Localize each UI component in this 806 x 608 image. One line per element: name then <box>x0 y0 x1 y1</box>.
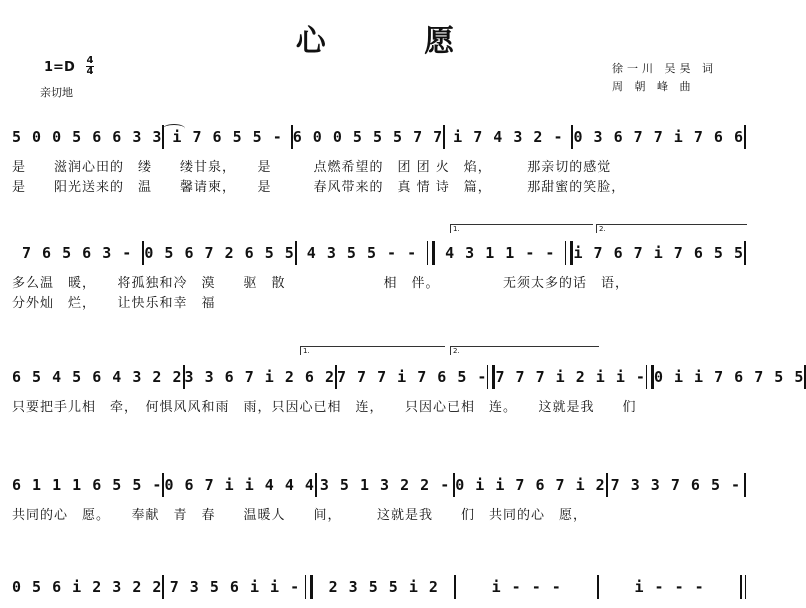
lyrics-verse-2: 是 阳光送来的 温 馨请柬， 是 春风带来的 真 情 诗 篇， 那甜蜜的笑脸， <box>12 180 626 195</box>
key-signature: 1=D <box>44 60 75 75</box>
measure: i 7 6 7 i 7 6 5 5 <box>573 244 744 262</box>
measure: 7 3 3 7 6 5 - <box>610 476 742 494</box>
measure: 0 i i 7 6 7 i 2 <box>455 476 606 494</box>
measure: 7 3 5 6 i i - <box>169 578 301 596</box>
score-line-1 <box>0 124 750 234</box>
measure: 2 3 5 5 i 2 <box>328 578 439 596</box>
lyricist-credit: 徐一川 吴昊 词 <box>612 62 717 75</box>
measure: 4 3 5 5 - - <box>306 244 418 262</box>
measure: 7 6 5 6 3 - <box>21 244 133 262</box>
score-line-4 <box>0 466 750 576</box>
time-sig-bottom: 4 <box>86 66 94 77</box>
measure: 4 3 1 1 - - <box>445 244 556 262</box>
measure: i - - - <box>634 578 705 596</box>
measure: i - - - <box>491 578 562 596</box>
volta-1: 1. <box>450 224 593 233</box>
time-sig-top: 4 <box>86 55 94 66</box>
measure: 7 7 7 i 7 6 5 - <box>337 368 488 386</box>
measure: 6 0 0 5 5 5 7 7 <box>292 128 444 146</box>
lyrics-verse-1: 多么温 暖， 将孤独和冷 漠 驱 散 相 伴。 无须太多的话 语， <box>12 276 630 291</box>
measure: 0 5 6 7 2 6 5 5 <box>144 244 295 262</box>
volta-1: 1. <box>300 346 445 355</box>
measure: 3 3 6 7 i 2 6 2 <box>184 368 335 386</box>
measure: 0 3 6 7 7 i 7 6 6 <box>573 128 744 146</box>
measure: 5 0 0 5 6 6 3 3 <box>12 128 163 146</box>
lyrics-verse-2: 分外灿 烂， 让快乐和幸 福 <box>12 296 216 311</box>
lyrics-line: 只要把手儿相 牵， 何惧风风和雨 雨，只因心已相 连， 只因心已相 连。 这就是我 们 <box>12 400 637 415</box>
measure: 0 6 7 i i 4 4 4 <box>164 476 315 494</box>
time-signature <box>86 56 94 77</box>
measure: 3 5 1 3 2 2 - <box>319 476 451 494</box>
score-line-2 <box>0 225 750 346</box>
score-line-5 <box>0 570 750 606</box>
composer-credit: 周 朝 峰 曲 <box>612 80 695 93</box>
measure: 6 5 4 5 6 4 3 2 2 <box>12 368 183 386</box>
measure: i 7 6 5 5 - <box>172 128 283 146</box>
measure: 6 1 1 1 6 5 5 - <box>12 476 163 494</box>
volta-2: 2. <box>596 224 747 233</box>
tempo-mark: 亲切地 <box>40 86 73 99</box>
lyrics-line: 共同的心 愿。 奉献 青 春 温暖人 间， 这就是我 们 共同的心 愿， <box>12 508 588 523</box>
measure: 7 7 7 i 2 i i - <box>495 368 646 386</box>
measure: 0 5 6 i 2 3 2 2 <box>12 578 163 596</box>
volta-2: 2. <box>450 346 599 355</box>
score-line-3 <box>0 347 805 466</box>
measure: 0 i i 7 6 7 5 5 <box>653 368 805 386</box>
song-title: 心 愿 <box>295 24 499 59</box>
lyrics-verse-1: 是 滋润心田的 缕 缕甘泉， 是 点燃希望的 团 团 火 焰， 那亲切的感觉 <box>12 160 612 175</box>
measure: i 7 4 3 2 - <box>453 128 564 146</box>
